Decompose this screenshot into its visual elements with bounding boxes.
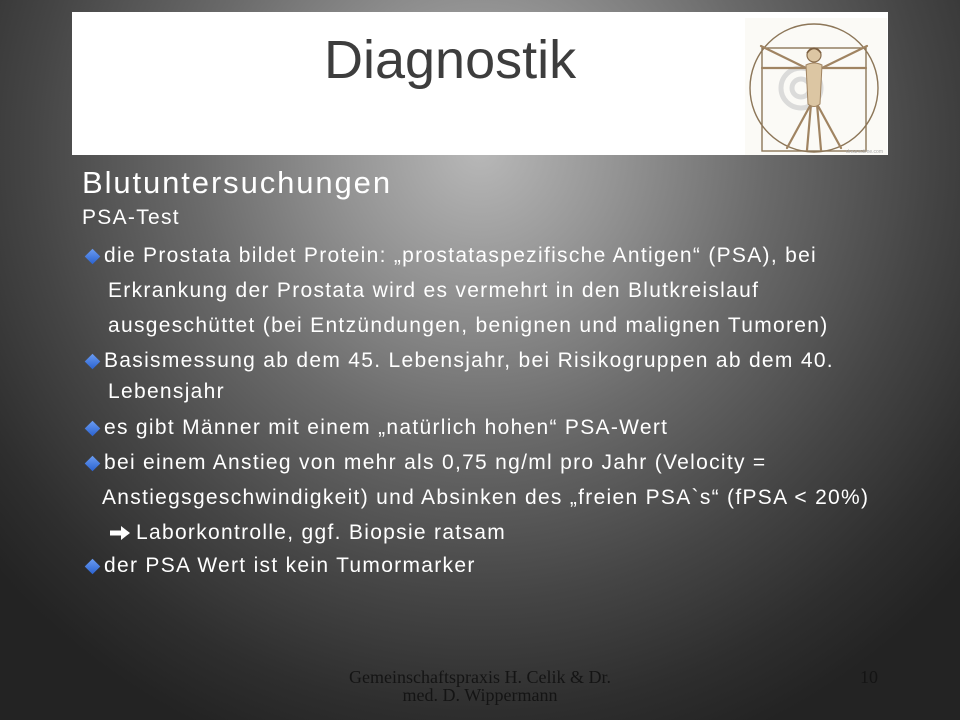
title-banner bbox=[72, 12, 888, 155]
vitruvian-man-image bbox=[745, 18, 887, 155]
slide-title: Diagnostik bbox=[324, 30, 577, 90]
image-watermark: dreamstime.com bbox=[846, 149, 883, 155]
bullet-line: bei einem Anstieg von mehr als 0,75 ng/ml pro Jahr (Velocity = bbox=[104, 451, 767, 474]
diamond-bullet-icon bbox=[84, 248, 100, 264]
bullet-conclusion: Laborkontrolle, ggf. Biopsie ratsam bbox=[136, 521, 507, 544]
bullet-line: Erkrankung der Prostata wird es vermehrt in den Blutkreislauf bbox=[108, 279, 760, 302]
bullet-line: Basismessung ab dem 45. Lebensjahr, bei Risikogruppen ab dem 40. bbox=[104, 349, 834, 372]
bullet-line: ausgeschüttet (bei Entzündungen, benignen und malignen Tumoren) bbox=[108, 314, 829, 337]
diamond-bullet-icon bbox=[84, 353, 100, 369]
slide-footer bbox=[330, 668, 630, 704]
diamond-bullet-icon bbox=[84, 455, 100, 471]
bullet-line: es gibt Männer mit einem „natürlich hohen“ PSA-Wert bbox=[104, 416, 669, 439]
diamond-bullet-icon bbox=[84, 420, 100, 436]
section-subheading: PSA-Test bbox=[82, 206, 180, 229]
bullet-line: der PSA Wert ist kein Tumormarker bbox=[104, 554, 476, 577]
bullet-line: die Prostata bildet Protein: „prostataspezifische Antigen“ (PSA), bei bbox=[104, 244, 818, 267]
arrow-right-icon bbox=[110, 526, 130, 540]
slide-number: 10 bbox=[860, 667, 878, 687]
bullet-line: Lebensjahr bbox=[108, 380, 225, 403]
footer-line: med. D. Wippermann bbox=[402, 685, 558, 705]
diamond-bullet-icon bbox=[84, 558, 100, 574]
bullet-line: Anstiegsgeschwindigkeit) und Absinken des „freien PSA`s“ (fPSA < 20%) bbox=[102, 486, 870, 509]
section-heading: Blutuntersuchungen bbox=[82, 165, 392, 200]
footer-line: Gemeinschaftspraxis H. Celik & Dr. bbox=[349, 667, 611, 687]
